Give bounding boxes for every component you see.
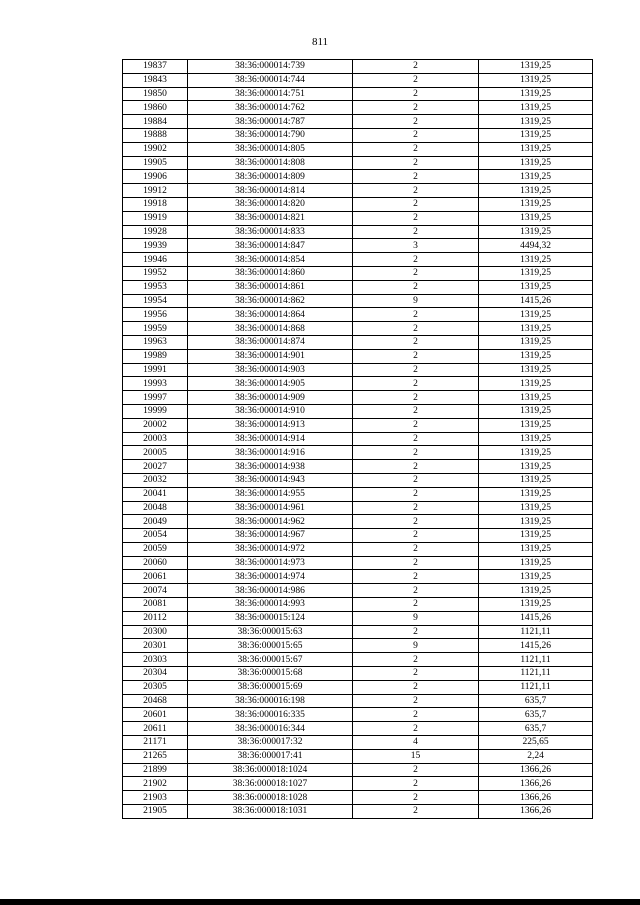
count-cell: 2	[353, 584, 479, 598]
cadastral-number-cell: 38:36:000014:751	[188, 87, 353, 101]
row-number-cell: 19999	[123, 404, 188, 418]
count-cell: 2	[353, 708, 479, 722]
count-cell: 2	[353, 680, 479, 694]
value-cell: 1319,25	[479, 322, 593, 336]
count-cell: 2	[353, 763, 479, 777]
value-cell: 1366,26	[479, 791, 593, 805]
count-cell: 2	[353, 446, 479, 460]
row-number-cell: 19850	[123, 87, 188, 101]
cadastral-number-cell: 38:36:000017:32	[188, 736, 353, 750]
cadastral-number-cell: 38:36:000014:986	[188, 584, 353, 598]
table-row	[123, 529, 593, 543]
count-cell: 2	[353, 322, 479, 336]
cadastral-number-cell: 38:36:000014:805	[188, 142, 353, 156]
count-cell: 2	[353, 432, 479, 446]
value-cell: 1121,11	[479, 667, 593, 681]
count-cell: 2	[353, 722, 479, 736]
table-row	[123, 404, 593, 418]
cadastral-number-cell: 38:36:000014:847	[188, 239, 353, 253]
count-cell: 2	[353, 335, 479, 349]
value-cell: 1319,25	[479, 266, 593, 280]
cadastral-number-cell: 38:36:000017:41	[188, 749, 353, 763]
cadastral-number-cell: 38:36:000014:938	[188, 460, 353, 474]
value-cell: 1319,25	[479, 556, 593, 570]
cadastral-number-cell: 38:36:000014:762	[188, 101, 353, 115]
table-row	[123, 736, 593, 750]
count-cell: 2	[353, 197, 479, 211]
count-cell: 9	[353, 294, 479, 308]
table-row	[123, 777, 593, 791]
row-number-cell: 20300	[123, 625, 188, 639]
parcel-table	[122, 59, 593, 819]
count-cell: 2	[353, 363, 479, 377]
table-row	[123, 197, 593, 211]
count-cell: 2	[353, 142, 479, 156]
row-number-cell: 20074	[123, 584, 188, 598]
cadastral-number-cell: 38:36:000014:974	[188, 570, 353, 584]
row-number-cell: 20301	[123, 639, 188, 653]
count-cell: 2	[353, 515, 479, 529]
value-cell: 1319,25	[479, 377, 593, 391]
row-number-cell: 19884	[123, 115, 188, 129]
count-cell: 2	[353, 694, 479, 708]
row-number-cell: 20081	[123, 598, 188, 612]
count-cell: 15	[353, 749, 479, 763]
table-row	[123, 791, 593, 805]
table-row	[123, 335, 593, 349]
count-cell: 2	[353, 529, 479, 543]
cadastral-number-cell: 38:36:000014:862	[188, 294, 353, 308]
count-cell: 2	[353, 777, 479, 791]
count-cell: 2	[353, 556, 479, 570]
table-row	[123, 418, 593, 432]
row-number-cell: 20032	[123, 473, 188, 487]
table-row	[123, 501, 593, 515]
table-row	[123, 253, 593, 267]
table-row	[123, 225, 593, 239]
row-number-cell: 19963	[123, 335, 188, 349]
row-number-cell: 19953	[123, 280, 188, 294]
row-number-cell: 20041	[123, 487, 188, 501]
value-cell: 1319,25	[479, 101, 593, 115]
value-cell: 1121,11	[479, 653, 593, 667]
value-cell: 225,65	[479, 736, 593, 750]
value-cell: 1319,25	[479, 142, 593, 156]
cadastral-number-cell: 38:36:000014:820	[188, 197, 353, 211]
value-cell: 1319,25	[479, 473, 593, 487]
count-cell: 2	[353, 418, 479, 432]
table-row	[123, 584, 593, 598]
row-number-cell: 20048	[123, 501, 188, 515]
count-cell: 2	[353, 791, 479, 805]
row-number-cell: 19918	[123, 197, 188, 211]
value-cell: 1319,25	[479, 253, 593, 267]
value-cell: 1319,25	[479, 225, 593, 239]
cadastral-number-cell: 38:36:000014:808	[188, 156, 353, 170]
row-number-cell: 21905	[123, 805, 188, 819]
row-number-cell: 19939	[123, 239, 188, 253]
table-row	[123, 460, 593, 474]
row-number-cell: 19946	[123, 253, 188, 267]
row-number-cell: 19959	[123, 322, 188, 336]
row-number-cell: 21171	[123, 736, 188, 750]
count-cell: 9	[353, 639, 479, 653]
value-cell: 1319,25	[479, 156, 593, 170]
value-cell: 1319,25	[479, 184, 593, 198]
row-number-cell: 20060	[123, 556, 188, 570]
value-cell: 2,24	[479, 749, 593, 763]
scan-edge-bar	[0, 899, 640, 905]
value-cell: 1415,26	[479, 611, 593, 625]
count-cell: 2	[353, 598, 479, 612]
cadastral-number-cell: 38:36:000015:124	[188, 611, 353, 625]
table-row	[123, 322, 593, 336]
table-row	[123, 570, 593, 584]
table-row	[123, 708, 593, 722]
value-cell: 1319,25	[479, 280, 593, 294]
value-cell: 1319,25	[479, 170, 593, 184]
table-row	[123, 542, 593, 556]
row-number-cell: 20112	[123, 611, 188, 625]
count-cell: 2	[353, 101, 479, 115]
table-row	[123, 266, 593, 280]
table-row	[123, 101, 593, 115]
row-number-cell: 20611	[123, 722, 188, 736]
cadastral-number-cell: 38:36:000014:910	[188, 404, 353, 418]
row-number-cell: 20005	[123, 446, 188, 460]
value-cell: 1319,25	[479, 501, 593, 515]
count-cell: 2	[353, 487, 479, 501]
count-cell: 2	[353, 460, 479, 474]
value-cell: 1415,26	[479, 639, 593, 653]
table-row	[123, 184, 593, 198]
row-number-cell: 20003	[123, 432, 188, 446]
value-cell: 1319,25	[479, 211, 593, 225]
cadastral-number-cell: 38:36:000014:901	[188, 349, 353, 363]
table-row	[123, 556, 593, 570]
cadastral-number-cell: 38:36:000015:69	[188, 680, 353, 694]
table-row	[123, 805, 593, 819]
cadastral-number-cell: 38:36:000014:913	[188, 418, 353, 432]
table-row	[123, 473, 593, 487]
count-cell: 2	[353, 377, 479, 391]
parcel-table-body	[123, 60, 593, 819]
value-cell: 1319,25	[479, 115, 593, 129]
cadastral-number-cell: 38:36:000014:814	[188, 184, 353, 198]
value-cell: 1319,25	[479, 529, 593, 543]
cadastral-number-cell: 38:36:000014:744	[188, 73, 353, 87]
row-number-cell: 20303	[123, 653, 188, 667]
value-cell: 1366,26	[479, 805, 593, 819]
cadastral-number-cell: 38:36:000014:809	[188, 170, 353, 184]
cadastral-number-cell: 38:36:000014:860	[188, 266, 353, 280]
row-number-cell: 19928	[123, 225, 188, 239]
table-row	[123, 128, 593, 142]
count-cell: 2	[353, 653, 479, 667]
cadastral-number-cell: 38:36:000014:962	[188, 515, 353, 529]
value-cell: 1366,26	[479, 763, 593, 777]
value-cell: 1319,25	[479, 584, 593, 598]
cadastral-number-cell: 38:36:000014:993	[188, 598, 353, 612]
row-number-cell: 19993	[123, 377, 188, 391]
cadastral-number-cell: 38:36:000014:903	[188, 363, 353, 377]
row-number-cell: 19905	[123, 156, 188, 170]
cadastral-number-cell: 38:36:000014:864	[188, 308, 353, 322]
row-number-cell: 21899	[123, 763, 188, 777]
row-number-cell: 21903	[123, 791, 188, 805]
cadastral-number-cell: 38:36:000016:335	[188, 708, 353, 722]
table-row	[123, 432, 593, 446]
cadastral-number-cell: 38:36:000015:65	[188, 639, 353, 653]
cadastral-number-cell: 38:36:000014:739	[188, 60, 353, 74]
table-row	[123, 749, 593, 763]
cadastral-number-cell: 38:36:000015:63	[188, 625, 353, 639]
cadastral-number-cell: 38:36:000014:874	[188, 335, 353, 349]
row-number-cell: 20061	[123, 570, 188, 584]
cadastral-number-cell: 38:36:000014:943	[188, 473, 353, 487]
table-row	[123, 487, 593, 501]
row-number-cell: 19954	[123, 294, 188, 308]
table-row	[123, 446, 593, 460]
table-row	[123, 722, 593, 736]
cadastral-number-cell: 38:36:000014:868	[188, 322, 353, 336]
count-cell: 2	[353, 625, 479, 639]
cadastral-number-cell: 38:36:000016:344	[188, 722, 353, 736]
cadastral-number-cell: 38:36:000014:916	[188, 446, 353, 460]
cadastral-number-cell: 38:36:000018:1024	[188, 763, 353, 777]
cadastral-number-cell: 38:36:000014:961	[188, 501, 353, 515]
value-cell: 1319,25	[479, 60, 593, 74]
cadastral-number-cell: 38:36:000014:821	[188, 211, 353, 225]
count-cell: 2	[353, 280, 479, 294]
count-cell: 2	[353, 60, 479, 74]
value-cell: 1319,25	[479, 487, 593, 501]
table-row	[123, 377, 593, 391]
table-row	[123, 680, 593, 694]
count-cell: 2	[353, 501, 479, 515]
table-row	[123, 349, 593, 363]
value-cell: 1319,25	[479, 308, 593, 322]
value-cell: 1319,25	[479, 87, 593, 101]
table-row	[123, 73, 593, 87]
row-number-cell: 19956	[123, 308, 188, 322]
table-row	[123, 142, 593, 156]
value-cell: 1319,25	[479, 418, 593, 432]
cadastral-number-cell: 38:36:000014:973	[188, 556, 353, 570]
cadastral-number-cell: 38:36:000014:972	[188, 542, 353, 556]
value-cell: 1121,11	[479, 680, 593, 694]
value-cell: 1319,25	[479, 460, 593, 474]
row-number-cell: 21902	[123, 777, 188, 791]
row-number-cell: 21265	[123, 749, 188, 763]
count-cell: 2	[353, 473, 479, 487]
row-number-cell: 19843	[123, 73, 188, 87]
count-cell: 3	[353, 239, 479, 253]
table-row	[123, 239, 593, 253]
value-cell: 1319,25	[479, 349, 593, 363]
count-cell: 2	[353, 667, 479, 681]
cadastral-number-cell: 38:36:000014:909	[188, 391, 353, 405]
table-row	[123, 639, 593, 653]
table-row	[123, 611, 593, 625]
row-number-cell: 19991	[123, 363, 188, 377]
row-number-cell: 19912	[123, 184, 188, 198]
row-number-cell: 19997	[123, 391, 188, 405]
cadastral-number-cell: 38:36:000016:198	[188, 694, 353, 708]
count-cell: 2	[353, 211, 479, 225]
row-number-cell: 20059	[123, 542, 188, 556]
count-cell: 2	[353, 805, 479, 819]
value-cell: 1121,11	[479, 625, 593, 639]
value-cell: 635,7	[479, 694, 593, 708]
table-row	[123, 515, 593, 529]
row-number-cell: 19860	[123, 101, 188, 115]
count-cell: 2	[353, 253, 479, 267]
count-cell: 2	[353, 404, 479, 418]
count-cell: 2	[353, 170, 479, 184]
count-cell: 4	[353, 736, 479, 750]
cadastral-number-cell: 38:36:000014:787	[188, 115, 353, 129]
row-number-cell: 20468	[123, 694, 188, 708]
row-number-cell: 19902	[123, 142, 188, 156]
page-number: 811	[311, 36, 329, 48]
count-cell: 2	[353, 184, 479, 198]
row-number-cell: 20027	[123, 460, 188, 474]
count-cell: 2	[353, 266, 479, 280]
row-number-cell: 19888	[123, 128, 188, 142]
value-cell: 1319,25	[479, 391, 593, 405]
count-cell: 2	[353, 349, 479, 363]
cadastral-number-cell: 38:36:000015:68	[188, 667, 353, 681]
count-cell: 2	[353, 570, 479, 584]
count-cell: 2	[353, 225, 479, 239]
cadastral-number-cell: 38:36:000018:1031	[188, 805, 353, 819]
count-cell: 2	[353, 391, 479, 405]
table-row	[123, 60, 593, 74]
value-cell: 1319,25	[479, 404, 593, 418]
row-number-cell: 19952	[123, 266, 188, 280]
count-cell: 2	[353, 156, 479, 170]
table-row	[123, 211, 593, 225]
row-number-cell: 19989	[123, 349, 188, 363]
table-row	[123, 87, 593, 101]
value-cell: 1319,25	[479, 335, 593, 349]
table-row	[123, 170, 593, 184]
count-cell: 2	[353, 87, 479, 101]
cadastral-number-cell: 38:36:000018:1027	[188, 777, 353, 791]
value-cell: 1415,26	[479, 294, 593, 308]
row-number-cell: 20002	[123, 418, 188, 432]
table-row	[123, 625, 593, 639]
cadastral-number-cell: 38:36:000014:854	[188, 253, 353, 267]
row-number-cell: 20049	[123, 515, 188, 529]
table-row	[123, 308, 593, 322]
value-cell: 1319,25	[479, 446, 593, 460]
value-cell: 1319,25	[479, 197, 593, 211]
value-cell: 1319,25	[479, 515, 593, 529]
row-number-cell: 19837	[123, 60, 188, 74]
table-row	[123, 763, 593, 777]
table-row	[123, 667, 593, 681]
table-row	[123, 653, 593, 667]
value-cell: 1319,25	[479, 432, 593, 446]
value-cell: 1366,26	[479, 777, 593, 791]
cadastral-number-cell: 38:36:000014:905	[188, 377, 353, 391]
row-number-cell: 20304	[123, 667, 188, 681]
cadastral-number-cell: 38:36:000014:914	[188, 432, 353, 446]
row-number-cell: 20054	[123, 529, 188, 543]
count-cell: 9	[353, 611, 479, 625]
table-row	[123, 156, 593, 170]
cadastral-number-cell: 38:36:000014:967	[188, 529, 353, 543]
table-row	[123, 694, 593, 708]
value-cell: 635,7	[479, 722, 593, 736]
cadastral-number-cell: 38:36:000014:790	[188, 128, 353, 142]
cadastral-number-cell: 38:36:000015:67	[188, 653, 353, 667]
table-row	[123, 294, 593, 308]
value-cell: 1319,25	[479, 570, 593, 584]
value-cell: 4494,32	[479, 239, 593, 253]
cadastral-number-cell: 38:36:000014:955	[188, 487, 353, 501]
count-cell: 2	[353, 542, 479, 556]
table-row	[123, 115, 593, 129]
value-cell: 1319,25	[479, 363, 593, 377]
value-cell: 1319,25	[479, 598, 593, 612]
table-row	[123, 363, 593, 377]
count-cell: 2	[353, 73, 479, 87]
row-number-cell: 19906	[123, 170, 188, 184]
table-row	[123, 391, 593, 405]
row-number-cell: 20305	[123, 680, 188, 694]
value-cell: 635,7	[479, 708, 593, 722]
cadastral-number-cell: 38:36:000014:861	[188, 280, 353, 294]
count-cell: 2	[353, 308, 479, 322]
row-number-cell: 19919	[123, 211, 188, 225]
row-number-cell: 20601	[123, 708, 188, 722]
count-cell: 2	[353, 128, 479, 142]
cadastral-number-cell: 38:36:000018:1028	[188, 791, 353, 805]
count-cell: 2	[353, 115, 479, 129]
table-row	[123, 598, 593, 612]
value-cell: 1319,25	[479, 128, 593, 142]
value-cell: 1319,25	[479, 542, 593, 556]
cadastral-number-cell: 38:36:000014:833	[188, 225, 353, 239]
value-cell: 1319,25	[479, 73, 593, 87]
table-row	[123, 280, 593, 294]
